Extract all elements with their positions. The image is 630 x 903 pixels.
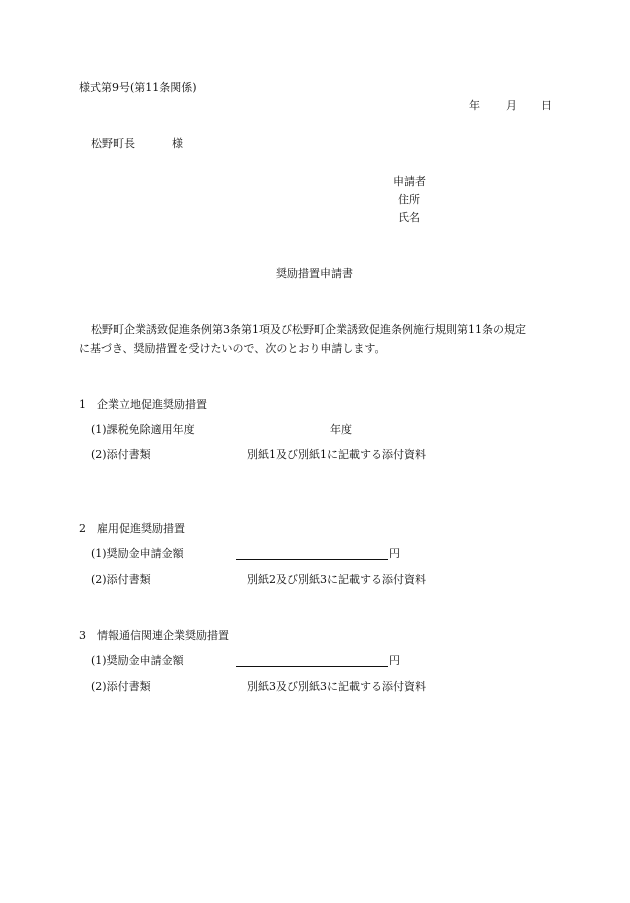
section-3-item-2-value: 別紙3及び別紙3に記載する添付資料 [247,680,426,693]
applicant-address-label: 住所 [398,193,420,206]
section-heading-1: 1 企業立地促進奨励措置 [79,398,207,411]
document-title: 奨励措置申請書 [276,267,353,280]
form-number: 様式第9号(第11条関係) [79,81,197,94]
date-day-label: 日 [541,99,552,112]
section-2-item-1-label: (1)奨励金申請金額 [91,547,184,560]
applicant-name-label: 氏名 [398,211,420,224]
date-month-label: 月 [506,99,517,112]
section-1-item-1-value: 年度 [330,423,352,436]
date-year-label: 年 [469,99,480,112]
section-2-item-2-label: (2)添付書類 [91,573,151,586]
section-3-item-1-label: (1)奨励金申請金額 [91,654,184,667]
section-3-item-2-label: (2)添付書類 [91,680,151,693]
section-heading-3: 3 情報通信関連企業奨励措置 [79,629,229,642]
section-1-item-2-value: 別紙1及び別紙1に記載する添付資料 [247,448,426,461]
body-text-line1: 松野町企業誘致促進条例第3条第1項及び松野町企業誘致促進条例施行規則第11条の規定 [91,323,526,336]
section-1-item-2-label: (2)添付書類 [91,448,151,461]
section-2-amount-unit: 円 [389,547,400,560]
section-heading-2: 2 雇用促進奨励措置 [79,522,185,535]
section-3-amount-unit: 円 [389,654,400,667]
applicant-label: 申請者 [393,175,426,188]
addressee-name: 松野町長 [91,137,135,150]
section-2-item-2-value: 別紙2及び別紙3に記載する添付資料 [247,573,426,586]
addressee-honorific: 様 [172,137,183,150]
body-text-line2: に基づき、奨励措置を受けたいので、次のとおり申請します。 [79,342,386,355]
section-3-amount-blank-line [236,666,388,667]
section-1-item-1-label: (1)課税免除適用年度 [91,423,195,436]
section-2-amount-blank-line [236,559,388,560]
